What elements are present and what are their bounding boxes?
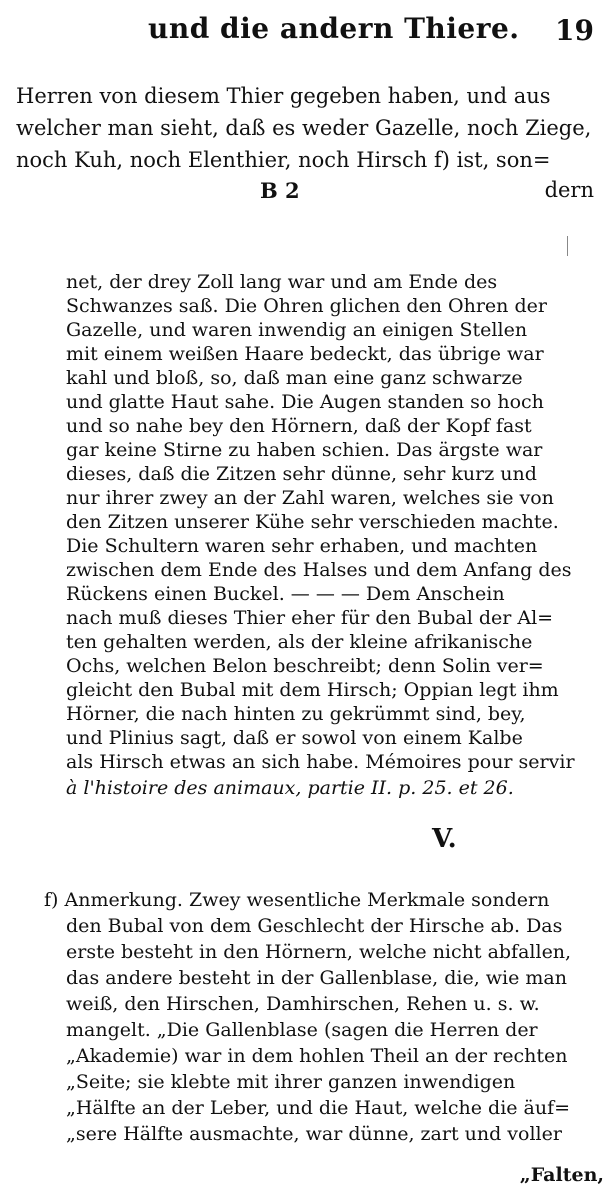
text-line: und so nahe bey den Hörnern, daß der Kopf fast: [66, 415, 532, 437]
footnote-line: das andere besteht in der Gallenblase, die, wie man: [66, 967, 567, 989]
text-line: kahl und bloß, so, daß man eine ganz schwarze: [66, 367, 523, 389]
text-line: Rückens einen Buckel. — — — Dem Anschein: [66, 583, 505, 605]
text-line: nach muß dieses Thier eher für den Bubal der Al=: [66, 607, 554, 629]
text-line: Schwanzes saß. Die Ohren glichen den Ohren der: [66, 295, 547, 317]
text-line: net, der drey Zoll lang war und am Ende des: [66, 271, 498, 293]
text-line: als Hirsch etwas an sich habe. Mémoires pour servir: [66, 751, 575, 773]
text-line: dieses, daß die Zitzen sehr dünne, sehr kurz und: [66, 463, 537, 485]
text-line: noch Kuh, noch Elenthier, noch Hirsch f) ist, son=: [16, 148, 551, 172]
section-mark: V.: [432, 824, 457, 854]
text-line: und Plinius sagt, daß er sowol von einem Kalbe: [66, 727, 523, 749]
text-line: Hörner, die nach hinten zu gekrümmt sind, bey,: [66, 703, 526, 725]
footnote-line: erste besteht in den Hörnern, welche nicht abfallen,: [66, 941, 572, 963]
scan-mark: [567, 236, 568, 256]
running-head: und die andern Thiere.: [148, 12, 520, 45]
bottom-catchword: „Falten,: [519, 1164, 604, 1186]
catchword: dern: [544, 178, 594, 202]
footnote-line: „sere Hälfte ausmachte, war dünne, zart und voller: [66, 1123, 562, 1145]
text-line: welcher man sieht, daß es weder Gazelle, noch Ziege,: [16, 116, 592, 140]
footnote-line: weiß, den Hirschen, Damhirschen, Rehen u. s. w.: [66, 993, 540, 1015]
text-line: und glatte Haut sahe. Die Augen standen so hoch: [66, 391, 544, 413]
signature-mark: B 2: [260, 178, 300, 203]
footnote-line: den Bubal von dem Geschlecht der Hirsche ab. Das: [66, 915, 563, 937]
footnote-line: „Hälfte an der Leber, und die Haut, welche die äuf=: [66, 1097, 571, 1119]
text-line: zwischen dem Ende des Halses und dem Anfang des: [66, 559, 572, 581]
page-number: 19: [555, 14, 594, 47]
footnote-line: mangelt. „Die Gallenblase (sagen die Herren der: [66, 1019, 538, 1041]
text-line: gar keine Stirne zu haben schien. Das ärgste war: [66, 439, 543, 461]
text-line: Gazelle, und waren inwendig an einigen Stellen: [66, 319, 528, 341]
text-line: Herren von diesem Thier gegeben haben, und aus: [16, 84, 551, 108]
text-line: Ochs, welchen Belon beschreibt; denn Solin ver=: [66, 655, 544, 677]
footnote-line: „Akademie) war in dem hohlen Theil an der rechten: [66, 1045, 568, 1067]
text-line: Die Schultern waren sehr erhaben, und machten: [66, 535, 538, 557]
footnote-line: „Seite; sie klebte mit ihrer ganzen inwendigen: [66, 1071, 516, 1093]
text-line: nur ihrer zwey an der Zahl waren, welches sie von: [66, 487, 554, 509]
text-line: den Zitzen unserer Kühe sehr verschieden machte.: [66, 511, 559, 533]
text-line: ten gehalten werden, als der kleine afrikanische: [66, 631, 533, 653]
page-header: [0, 6, 614, 50]
text-line: gleicht den Bubal mit dem Hirsch; Oppian legt ihm: [66, 679, 559, 701]
signature-line: [16, 178, 598, 208]
footnote-line: f) Anmerkung. Zwey wesentliche Merkmale sondern: [44, 889, 550, 911]
citation-line: à l'histoire des animaux, partie II. p. 25. et 26.: [66, 777, 514, 799]
text-line: mit einem weißen Haare bedeckt, das übrige war: [66, 343, 544, 365]
